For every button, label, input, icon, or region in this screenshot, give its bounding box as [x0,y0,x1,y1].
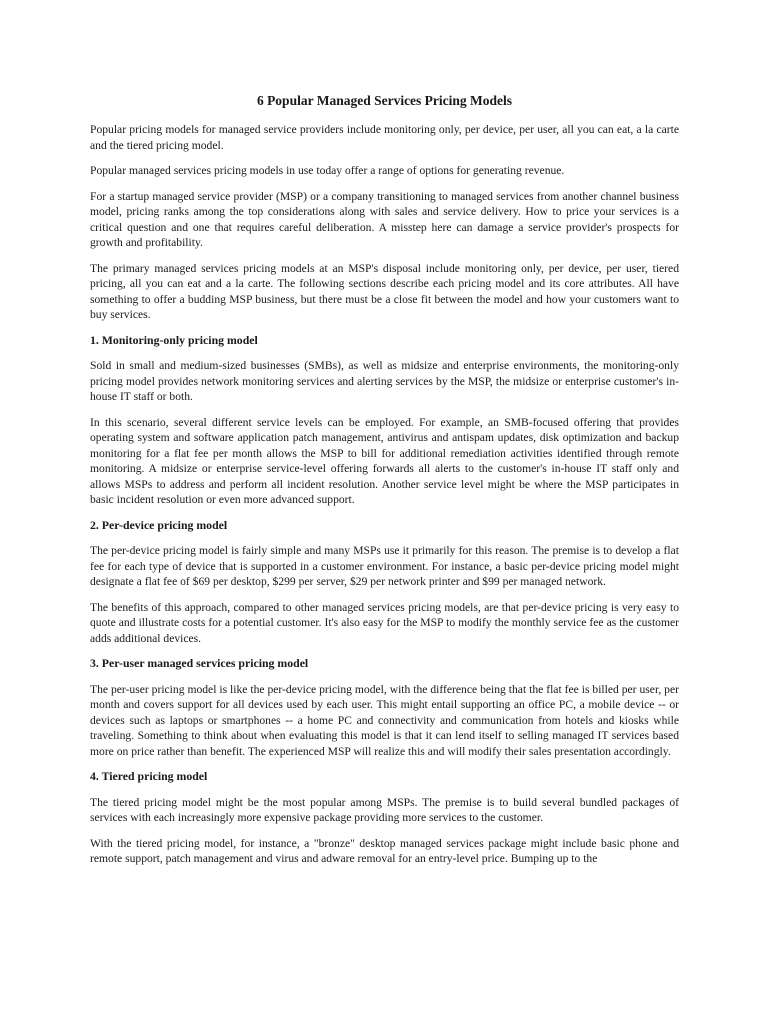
document-page [90,92,679,877]
section-heading-per-user: 3. Per-user managed services pricing model [90,656,309,670]
paragraph-options: Popular managed services pricing models in use today offer a range of options for generating revenue. [90,164,565,177]
paragraph-tiered-1: The tiered pricing model might be the most popular among MSPs. The premise is to build several bundled packages of services with each increasingly more expensive package providing more services to the customer. [90,795,679,824]
section-heading-per-device: 2. Per-device pricing model [90,517,228,532]
paragraph-tiered-2: With the tiered pricing model, for instance, a "bronze" desktop managed services package might include basic phone and remote support, patch management and virus and adware removal for an entry-level price. Bumping up to the [90,836,679,865]
section-heading-tiered: 4. Tiered pricing model [90,769,208,783]
paragraph-per-device-1: The per-device pricing model is fairly simple and many MSPs use it primarily for this reason. The premise is to develop a flat fee for each type of device that is supported in a customer environment. For instance, a basic per-device pricing model might designate a flat fee of $69 per desktop, $299 per server, $29 per network printer and $99 per managed network. [90,544,679,588]
paragraph-monitoring-1: Sold in small and medium-sized businesses (SMBs), as well as midsize and enterprise environments, the monitoring-only pricing model provides network monitoring services and alerting services by the MSP, the midsize or enterprise customer's in-house IT staff or both. [90,359,679,403]
paragraph-startup: For a startup managed service provider (MSP) or a company transitioning to managed services from another channel business model, pricing ranks among the top considerations along with sales and service delivery. How to price your services is a critical question and one that requires careful deliberation. A misstep here can damage a service provider's prospects for growth and profitability. [90,189,679,249]
paragraph-intro: Popular pricing models for managed service providers include monitoring only, per device, per user, all you can eat, a la carte and the tiered pricing model. [90,123,679,152]
document-title: 6 Popular Managed Services Pricing Models [256,93,513,108]
paragraph-per-user: The per-user pricing model is like the per-device pricing model, with the difference being that the flat fee is billed per user, per month and covers support for all devices used by each user. This might entail supporting an office PC, a mobile device -- or devices such as laptops or smartphones -- a home PC and connectivity and communication from hotels and kiosks while traveling. Something to think about when evaluating this model is that it can lend itself to selling managed IT services based more on price rather than benefit. The experienced MSP will realize this and will modify their sales presentation accordingly. [90,682,679,758]
paragraph-primary-models: The primary managed services pricing models at an MSP's disposal include monitoring only, per device, per user, tiered pricing, all you can eat and a la carte. The following sections describe each pricing model and its core attributes. All have something to offer a budding MSP business, but there must be a close fit between the model and how your customers want to buy services. [90,261,679,321]
section-heading-monitoring: 1. Monitoring-only pricing model [90,332,258,347]
paragraph-monitoring-2: In this scenario, several different service levels can be employed. For example, an SMB-focused offering that provides operating system and software application patch management, antivirus and antispam updates, disk optimization and backup monitoring for a flat fee per month allows the MSP to bill for additional remediation activities identified through remote monitoring. A midsize or enterprise service-level offering forwards all alerts to the customer's in-house IT staff only and allows MSPs to address and perform all incident resolution. Another service level might be where the MSP participates in basic incident resolution or even more advanced support. [90,415,679,506]
paragraph-per-device-2: The benefits of this approach, compared to other managed services pricing models, are that per-device pricing is very easy to quote and illustrate costs for a potential customer. It's also easy for the MSP to modify the monthly service fee as the customer adds additional devices. [90,600,679,645]
